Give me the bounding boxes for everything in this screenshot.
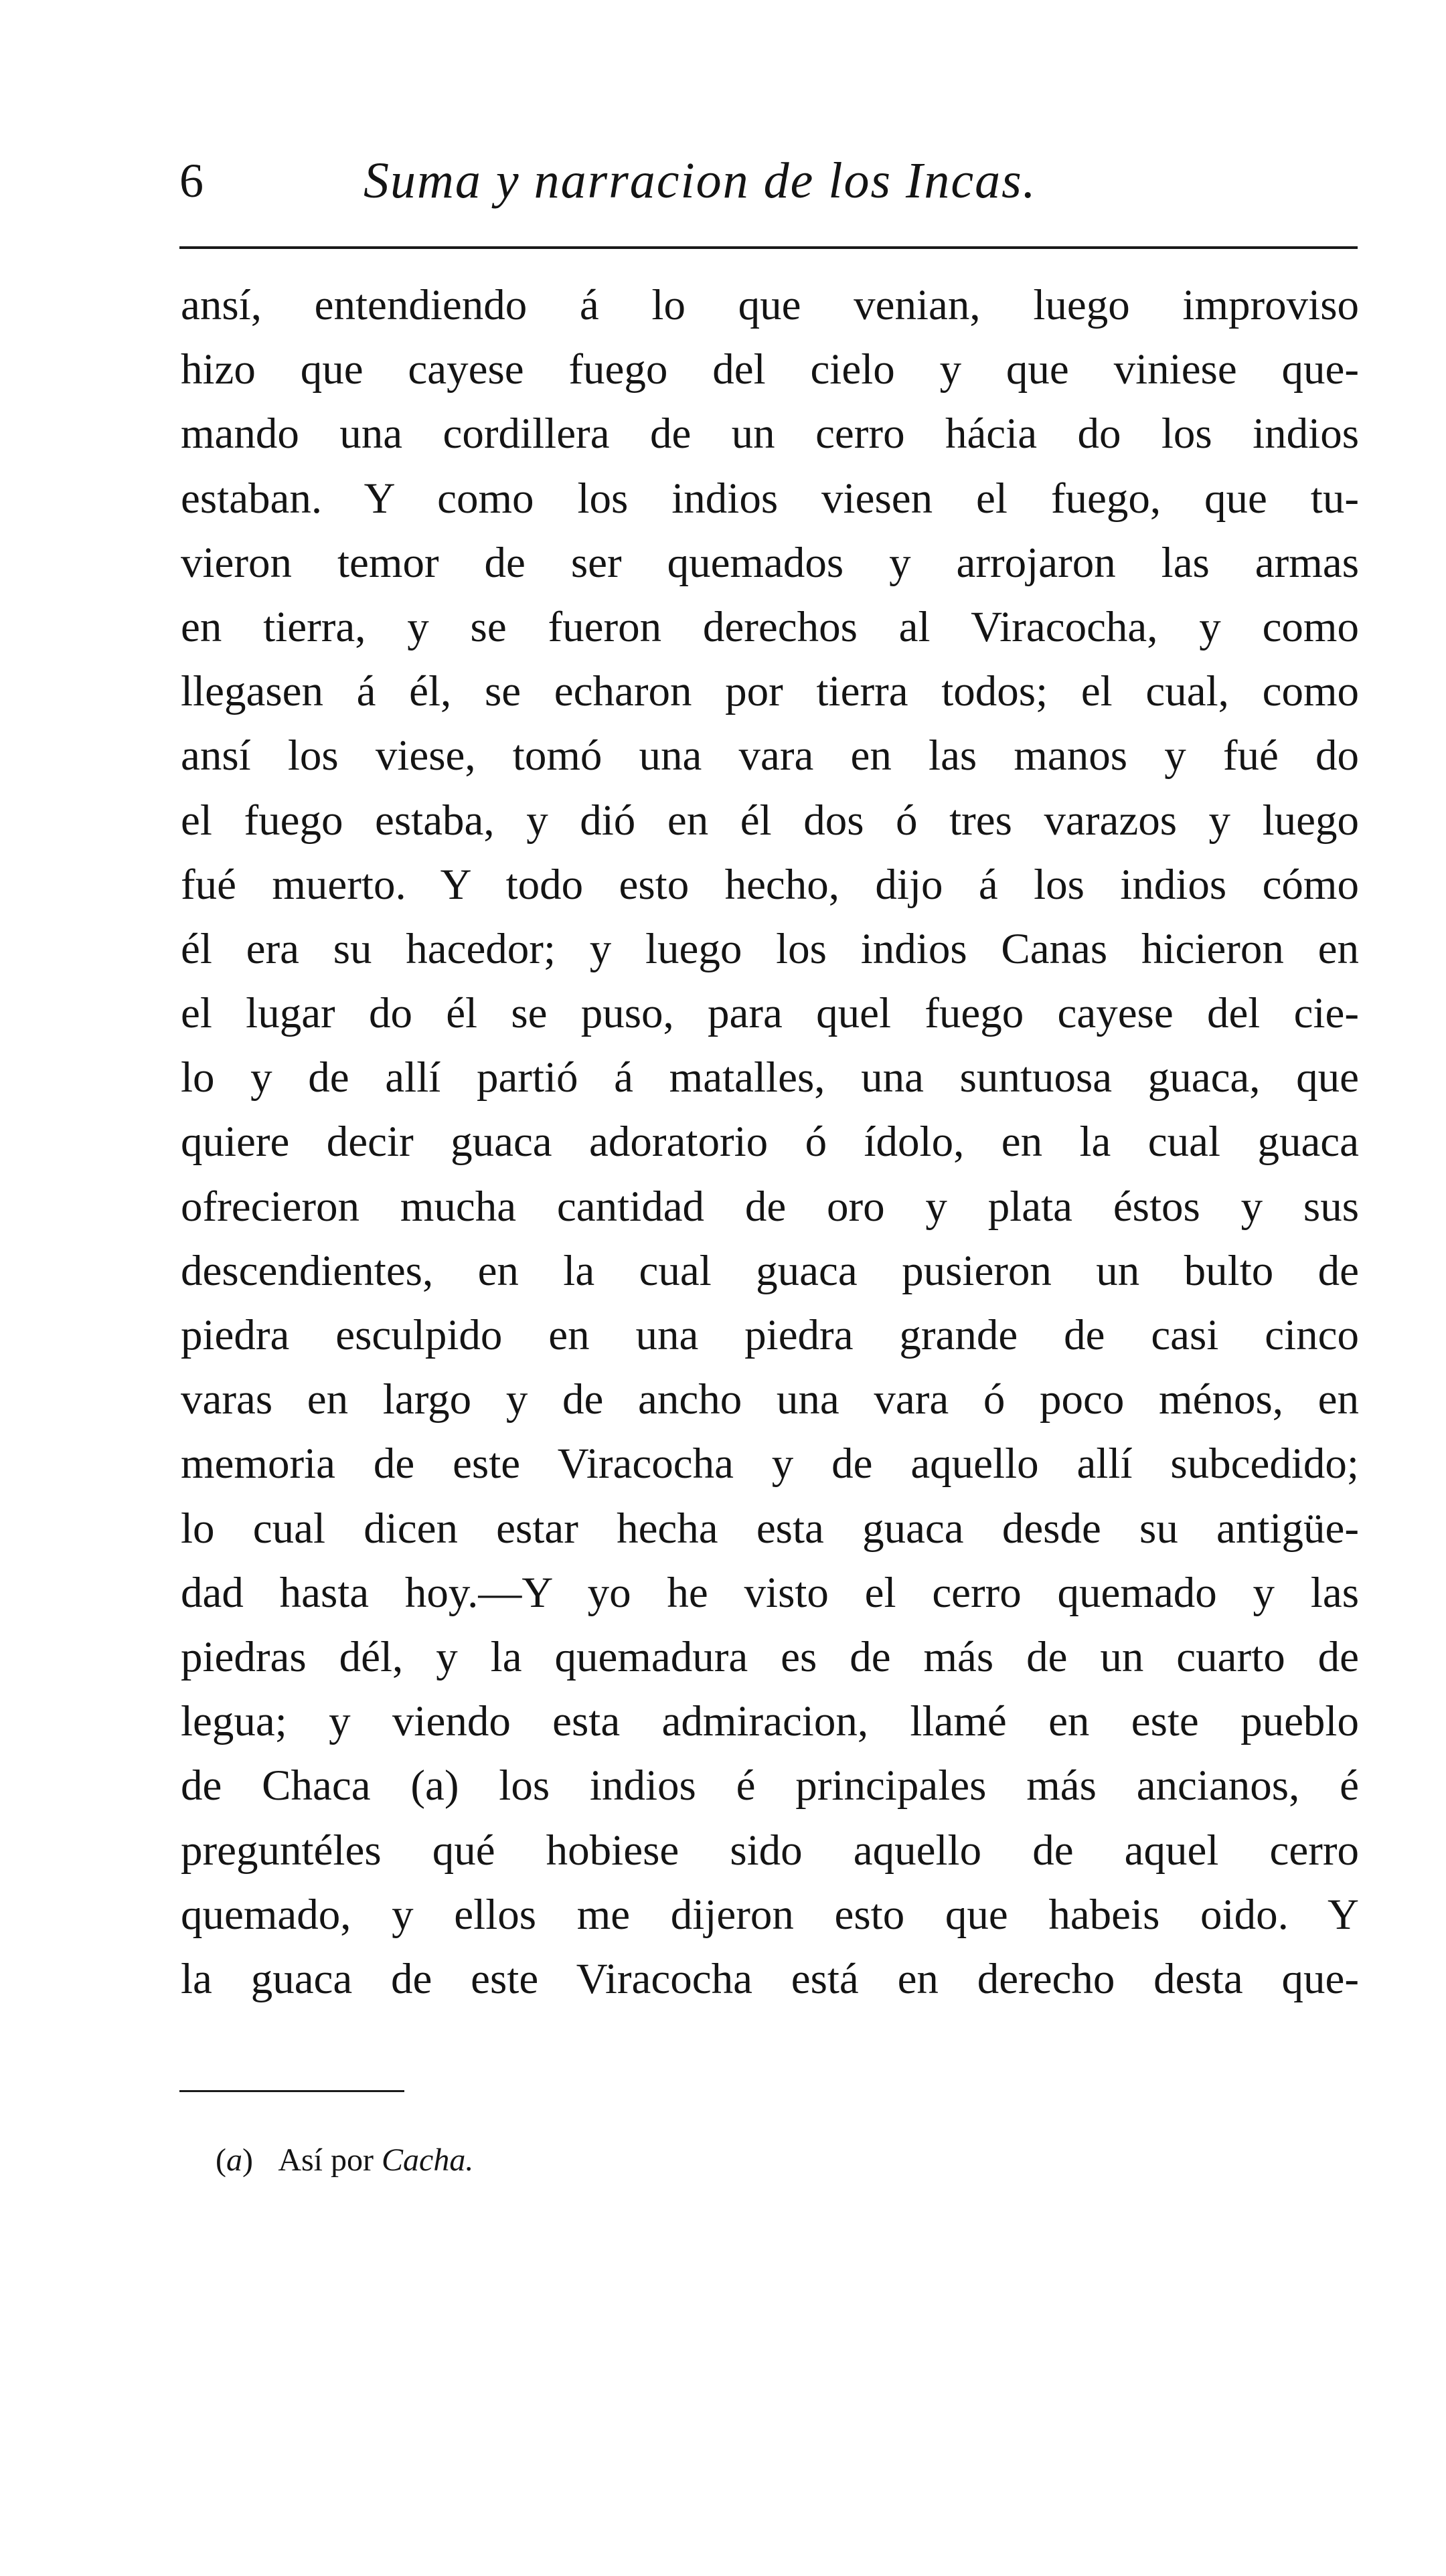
text-line: memoria de este Viracocha y de aquello allí subcedido; bbox=[181, 1440, 1359, 1488]
footnote bbox=[216, 2137, 473, 2184]
text-line: el lugar do él se puso, para quel fuego cayese del cie- bbox=[181, 989, 1359, 1038]
text-line: en tierra, y se fueron derechos al Viracocha, y como bbox=[181, 602, 1359, 651]
footnote-italic-word: Cacha. bbox=[382, 2142, 474, 2178]
text-line: fué muerto. Y todo esto hecho, dijo á los indios cómo bbox=[181, 860, 1359, 909]
footnote-close-paren: ) bbox=[242, 2142, 253, 2178]
header-rule bbox=[179, 246, 1358, 249]
text-line: ansí los viese, tomó una vara en las manos y fué do bbox=[181, 732, 1359, 780]
text-line: legua; y viendo esta admiracion, llamé en este pueblo bbox=[181, 1697, 1359, 1746]
text-line: lo cual dicen estar hecha esta guaca desde su antigüe- bbox=[181, 1504, 1359, 1553]
text-line: llegasen á él, se echaron por tierra todos; el cual, como bbox=[181, 667, 1359, 716]
text-line: ansí, entendiendo á lo que venian, luego improviso bbox=[181, 281, 1359, 329]
footnote-text: Así por bbox=[278, 2142, 374, 2178]
text-line: piedra esculpido en una piedra grande de casi cinco bbox=[181, 1311, 1359, 1359]
text-line: la guaca de este Viracocha está en derecho desta que- bbox=[181, 1954, 1359, 2003]
running-title: Suma y narracion de los Incas. bbox=[364, 153, 1037, 209]
text-line: preguntéles qué hobiese sido aquello de aquel cerro bbox=[181, 1826, 1359, 1875]
footnote-open-paren: ( bbox=[216, 2142, 226, 2178]
text-line: quiere decir guaca adoratorio ó ídolo, en la cual guaca bbox=[181, 1118, 1359, 1167]
text-line: estaban. Y como los indios viesen el fuego, que tu- bbox=[181, 474, 1359, 523]
footnote-marker-letter: a bbox=[226, 2142, 242, 2178]
footnote-marker bbox=[216, 2142, 253, 2178]
page-number: 6 bbox=[179, 154, 204, 207]
text-line: descendientes, en la cual guaca pusieron un bulto de bbox=[181, 1246, 1359, 1295]
text-line: él era su hacedor; y luego los indios Canas hicieron en bbox=[181, 924, 1359, 973]
footnote-rule bbox=[179, 2090, 404, 2092]
text-line: lo y de allí partió á matalles, una suntuosa guaca, que bbox=[181, 1053, 1359, 1102]
text-line: mando una cordillera de un cerro hácia do los indios bbox=[181, 410, 1359, 458]
text-line: de Chaca (a) los indios é principales más ancianos, é bbox=[181, 1762, 1359, 1810]
page-header bbox=[179, 141, 1358, 221]
text-line: varas en largo y de ancho una vara ó poco ménos, en bbox=[181, 1375, 1359, 1424]
text-line: piedras dél, y la quemadura es de más de un cuarto de bbox=[181, 1632, 1359, 1681]
text-line: quemado, y ellos me dijeron esto que habeis oido. Y bbox=[181, 1890, 1359, 1939]
text-line: el fuego estaba, y dió en él dos ó tres varazos y luego bbox=[181, 796, 1359, 845]
body-text bbox=[181, 273, 1359, 2011]
text-line: vieron temor de ser quemados y arrojaron las armas bbox=[181, 538, 1359, 587]
text-line: ofrecieron mucha cantidad de oro y plata éstos y sus bbox=[181, 1182, 1359, 1231]
text-line: hizo que cayese fuego del cielo y que viniese que- bbox=[181, 345, 1359, 394]
text-line: dad hasta hoy.—Y yo he visto el cerro quemado y las bbox=[181, 1568, 1359, 1617]
